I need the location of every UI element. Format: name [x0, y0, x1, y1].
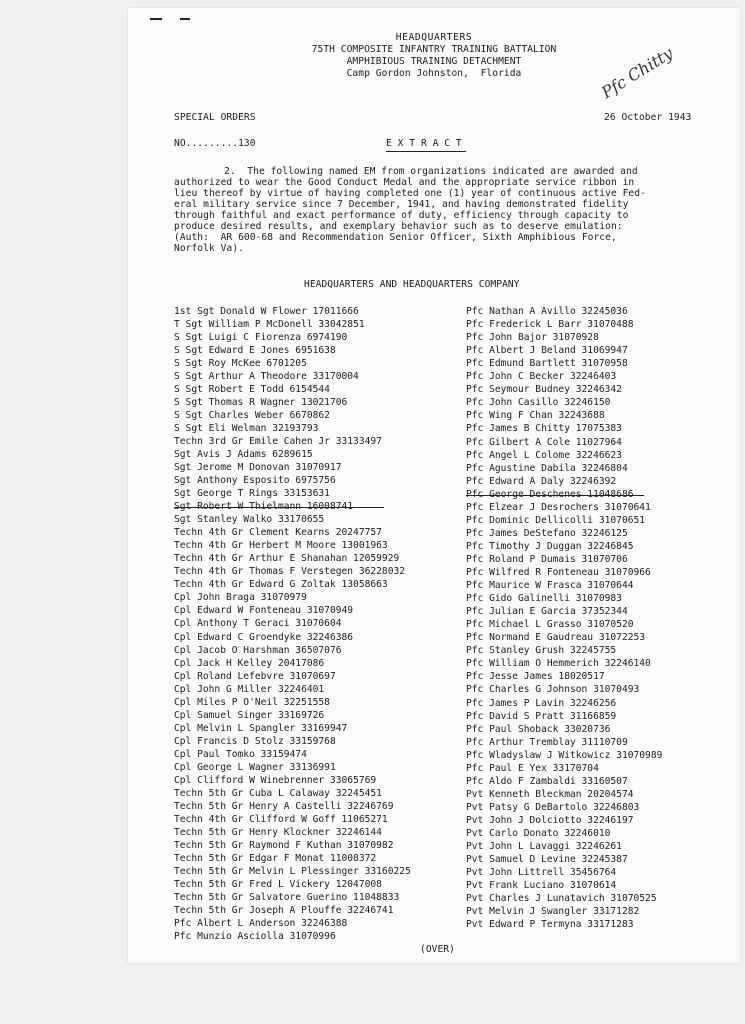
right_column-entry: Pvt Frank Luciano 31070614 [466, 880, 617, 892]
right_column-entry: Pfc Normand E Gaudreau 31072253 [466, 632, 646, 644]
left_column-entry: S Sgt Arthur A Theodore 33170004 [174, 371, 359, 383]
left_column-entry: Cpl Edward C Groendyke 32246386 [174, 631, 354, 643]
left_column-entry: Techn 4th Gr Clifford W Goff 11065271 [174, 813, 388, 825]
left_column-entry: Cpl John G Miller 32246401 [174, 683, 325, 695]
left_column-entry: Techn 5th Gr Edgar F Monat 11008372 [174, 852, 377, 864]
left_column-entry: Sgt Stanley Walko 33170655 [174, 514, 325, 526]
left_column-entry: Techn 5th Gr Melvin L Plessinger 33160225 [174, 865, 411, 877]
right_column-entry: Pfc John Bajor 31070928 [466, 332, 599, 344]
document-page [128, 8, 740, 963]
orders-date: 26 October 1943 [604, 112, 692, 123]
right_column-entry: Pvt Patsy G DeBartolo 32246803 [466, 801, 640, 813]
right_column-entry: Pfc Charles G Johnson 31070493 [466, 684, 640, 696]
right_column-entry: Pfc James DeStefano 32246125 [466, 527, 628, 539]
right_column-entry: Pfc John Casillo 32246150 [466, 397, 611, 409]
right_column-entry: Pfc William O Hemmerich 32246140 [466, 658, 651, 670]
special-orders-label: SPECIAL ORDERS [174, 112, 256, 123]
right_column-entry: Pfc Elzear J Desrochers 31070641 [466, 501, 651, 513]
left_column-entry: S Sgt Eli Welman 32193793 [174, 423, 319, 435]
orders-number: NO.........130 [174, 138, 256, 149]
extract-heading: E X T R A C T [386, 138, 462, 149]
paragraph-line: authorized to wear the Good Conduct Medal and the appropriate service ribbon in [174, 177, 635, 188]
left_column-entry: Sgt Avis J Adams 6289615 [174, 449, 313, 461]
right_column-entry: Pfc Nathan A Avillo 32245036 [466, 306, 628, 317]
extract-underline [386, 151, 466, 152]
left_column-entry: Cpl Jack H Kelley 20417086 [174, 657, 325, 669]
company-heading: HEADQUARTERS AND HEADQUARTERS COMPANY [304, 279, 520, 290]
left_column-entry: Techn 5th Gr Salvatore Guerino 11048833 [174, 891, 400, 903]
left_column-entry: T Sgt William P McDonell 33042851 [174, 319, 365, 331]
margin-mark [180, 18, 190, 20]
right_column-entry: Pvt Charles J Lunatavich 31070525 [466, 893, 657, 905]
right_column-entry: Pfc Roland P Dumais 31070706 [466, 553, 628, 565]
right_column-entry: Pvt John J Dolciotto 32246197 [466, 814, 634, 826]
right_column-entry: Pfc Edmund Bartlett 31070958 [466, 358, 628, 370]
right_column-entry: Pfc Michael L Grasso 31070520 [466, 619, 634, 631]
left_column-entry: Techn 5th Gr Raymond F Kuthan 31070982 [174, 839, 394, 851]
right_column-entry: Pfc Stanley Grush 32245755 [466, 645, 617, 657]
left_column-entry: Techn 5th Gr Henry A Castelli 32246769 [174, 800, 394, 812]
paragraph-line: through faithful and exact performance of duty, efficiency through capacity to [174, 210, 629, 221]
right_column-entry: Pfc Arthur Tremblay 31110709 [466, 736, 628, 748]
left_column-entry: Cpl Paul Tomko 33159474 [174, 748, 307, 760]
left_column-entry: Techn 3rd Gr Emile Cahen Jr 33133497 [174, 436, 382, 448]
left_column-entry: S Sgt Charles Weber 6670862 [174, 410, 330, 422]
right_column-entry: Pfc Seymour Budney 32246342 [466, 384, 622, 396]
left_column-entry: Cpl Anthony T Geraci 31070604 [174, 618, 342, 630]
right_column-entry: Pfc Agustine Dabila 32246804 [466, 462, 628, 474]
strikethrough-line [466, 495, 644, 496]
right_column-entry: Pfc Jesse James 18020517 [466, 671, 605, 683]
margin-mark [150, 18, 162, 20]
left_column-entry: Cpl Jacob O Harshman 36507076 [174, 644, 342, 656]
left_column-entry: S Sgt Edward E Jones 6951638 [174, 345, 336, 357]
left_column-entry: Techn 4th Gr Thomas F Verstegen 36228032 [174, 566, 406, 578]
left_column-entry: Techn 4th Gr Arthur E Shanahan 12059929 [174, 553, 400, 565]
header-line-3: AMPHIBIOUS TRAINING DETACHMENT [346, 56, 522, 67]
right_column-entry: Pfc Albert J Beland 31069947 [466, 345, 628, 357]
left_column-entry: Techn 4th Gr Edward G Zoltak 13058663 [174, 579, 388, 591]
right_column-entry: Pvt Edward P Termyna 33171283 [466, 919, 634, 931]
left_column-entry: Cpl Clifford W Winebrenner 33065769 [174, 774, 377, 786]
right_column-entry: Pvt John L Lavaggi 32246261 [466, 841, 622, 853]
left_column-entry: Cpl Roland Lefebvre 31070697 [174, 670, 336, 682]
left_column-entry: Cpl John Braga 31070979 [174, 592, 307, 604]
right_column-entry: Pfc Paul Shoback 33020736 [466, 723, 611, 735]
right_column-entry: Pfc David S Pratt 31166859 [466, 710, 617, 722]
right_column-entry: Pvt Carlo Donato 32246010 [466, 828, 611, 839]
left_column-entry: S Sgt Thomas R Wagner 13021706 [174, 397, 348, 409]
right_column-entry: Pfc John C Becker 32246403 [466, 371, 617, 383]
left_column-entry: Sgt Anthony Esposito 6975756 [174, 475, 336, 487]
left_column-entry: Sgt George T Rings 33153631 [174, 488, 330, 500]
left_column-entry: 1st Sgt Donald W Flower 17011666 [174, 306, 359, 317]
right_column-entry: Pfc Dominic Dellicolli 31070651 [466, 514, 646, 526]
right_column-entry: Pfc Angel L Colome 32246623 [466, 449, 622, 461]
right_column-entry: Pvt Melvin J Swangler 33171282 [466, 906, 640, 918]
left_column-entry: Cpl Miles P O'Neil 32251558 [174, 696, 330, 708]
right_column-entry: Pfc Gido Galinelli 31070983 [466, 593, 622, 605]
strikethrough-line [174, 507, 384, 508]
right_column-entry: Pfc Maurice W Frasca 31070644 [466, 580, 634, 592]
paragraph-line: eral military service since 7 December, 1941, and having demonstrated fidelity [174, 199, 629, 210]
left_column-entry: Cpl Samuel Singer 33169726 [174, 709, 325, 721]
right_column-entry: Pvt John Littrell 35456764 [466, 867, 617, 879]
left_column-entry: Cpl Francis D Stolz 33159768 [174, 735, 336, 747]
right_column-entry: Pfc Edward A Daly 32246392 [466, 475, 617, 487]
left_column-entry: S Sgt Robert E Todd 6154544 [174, 384, 330, 396]
right_column-entry: Pvt Samuel D Levine 32245387 [466, 854, 628, 866]
footer-over: (OVER) [420, 944, 455, 955]
right_column-entry: Pfc Wilfred R Fonteneau 31070966 [466, 567, 651, 578]
header-line-2: 75TH COMPOSITE INFANTRY TRAINING BATTALION [311, 44, 557, 55]
left_column-entry: Techn 4th Gr Herbert M Moore 13001963 [174, 540, 388, 552]
paragraph-line: 2. The following named EM from organizations indicated are awarded and [224, 166, 638, 177]
right_column-entry: Pvt Kenneth Bleckman 20204574 [466, 788, 634, 800]
handwritten-note: Pfc Chitty [598, 43, 677, 103]
right-roster-column [466, 306, 736, 944]
left_column-entry: Techn 5th Gr Joseph A Plouffe 32246741 [174, 904, 394, 916]
left-roster-column [174, 306, 474, 944]
left_column-entry: Sgt Jerome M Donovan 31070917 [174, 462, 342, 474]
header-line-4: Camp Gordon Johnston, Florida [346, 68, 522, 79]
right_column-entry: Pfc Aldo F Zambaldi 33160507 [466, 775, 628, 787]
right_column-entry: Pfc James B Chitty 17075383 [466, 423, 622, 435]
right_column-entry: Pfc Frederick L Barr 31070488 [466, 319, 634, 331]
right_column-entry: Pfc James P Lavin 32246256 [466, 697, 617, 709]
right_column-entry: Pfc Wladyslaw J Witkowicz 31070989 [466, 749, 663, 761]
paragraph-line: lieu thereof by virtue of having completed one (1) year of continuous active Fed- [174, 188, 646, 199]
left_column-entry: S Sgt Luigi C Fiorenza 6974190 [174, 332, 348, 344]
right_column-entry: Pfc Timothy J Duggan 32246845 [466, 540, 634, 552]
left_column-entry: Cpl Edward W Fonteneau 31070949 [174, 605, 354, 617]
left_column-entry: Pfc Munzio Asciolla 31070996 [174, 930, 336, 942]
right_column-entry: Pfc Gilbert A Cole 11027964 [466, 436, 622, 448]
left_column-entry: Cpl Melvin L Spangler 33169947 [174, 722, 348, 734]
left_column-entry: Techn 5th Gr Fred L Vickery 12047008 [174, 878, 382, 890]
right_column-entry: Pfc Paul E Yex 33170704 [466, 762, 599, 774]
right_column-entry: Pfc Julian E Garcia 37352344 [466, 606, 628, 618]
paragraph-line: produce desired results, and exemplary behavior such as to deserve emulation: [174, 221, 623, 232]
left_column-entry: S Sgt Roy McKee 6701205 [174, 358, 307, 370]
left_column-entry: Techn 4th Gr Clement Kearns 20247757 [174, 527, 382, 539]
left_column-entry: Cpl George L Wagner 33136991 [174, 761, 336, 773]
paragraph-line: (Auth: AR 600-68 and Recommendation Senior Officer, Sixth Amphibious Force, [174, 232, 617, 243]
right_column-entry: Pfc Wing F Chan 32243688 [466, 410, 605, 422]
paragraph-line: Norfolk Va). [174, 243, 244, 254]
left_column-entry: Techn 5th Gr Henry Klockner 32246144 [174, 826, 382, 838]
header-line-1: HEADQUARTERS [395, 32, 473, 43]
left_column-entry: Pfc Albert L Anderson 32246388 [174, 917, 348, 929]
left_column-entry: Techn 5th Gr Cuba L Calaway 32245451 [174, 787, 382, 799]
